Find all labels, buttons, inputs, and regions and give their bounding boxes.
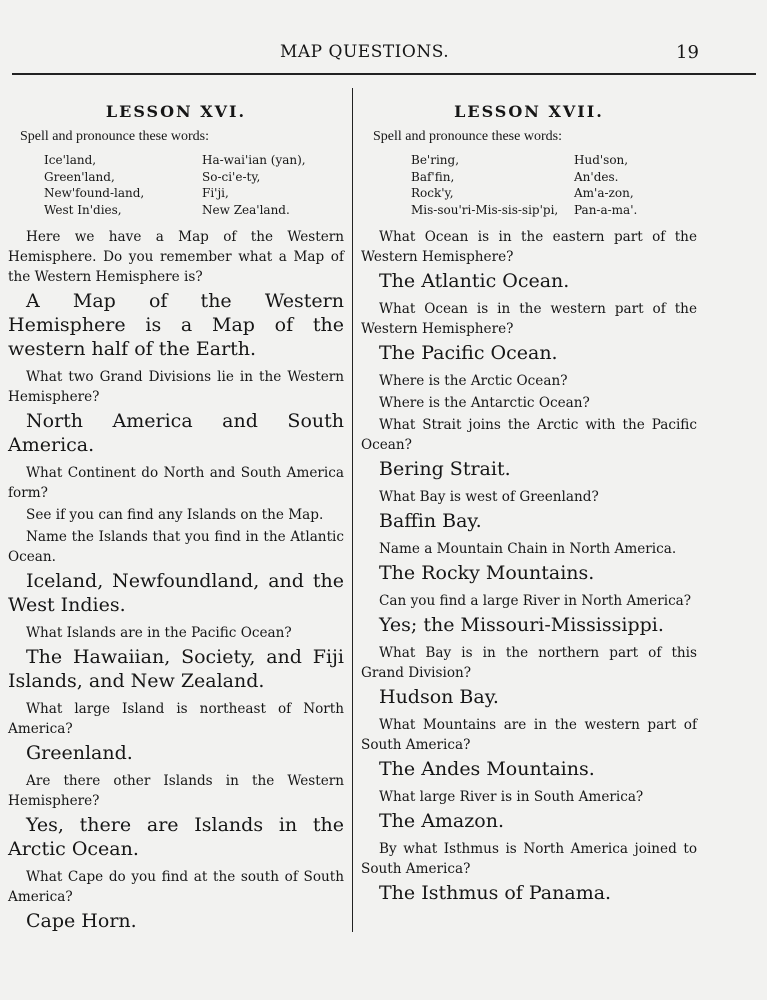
question: By what Isthmus is North America joined to South America? [361,841,697,877]
lesson-title: LESSON XVI. [105,102,247,121]
answer: The Atlantic Ocean. [379,270,570,292]
question: Here we have a Map of the Western Hemisphere. Do you remember what a Map of the Western Hemisphere is? [8,229,344,285]
header-rule [12,73,756,75]
word: Rock'y, [411,186,454,200]
answer: Yes; the Missouri-Mississippi. [379,614,664,636]
answer: The Amazon. [379,810,504,832]
answer: Baffin Bay. [379,510,482,532]
question: Are there other Islands in the Western Hemisphere? [8,773,344,809]
word: An'des. [574,169,619,184]
word-list [8,152,344,218]
word: Ha-wai'ian (yan), [202,153,306,167]
answer: The Isthmus of Panama. [379,882,612,904]
question-answer-list [8,227,344,933]
lesson-title: LESSON XVII. [454,102,604,121]
question: What Islands are in the Pacific Ocean? [26,625,292,641]
word: New'found-land, [44,186,145,200]
question: What two Grand Divisions lie in the Western Hemisphere? [8,369,344,405]
question: What Ocean is in the eastern part of the Western Hemisphere? [361,229,697,265]
word: Be'ring, [411,153,460,167]
answer: The Pacific Ocean. [379,342,558,364]
column-divider [352,88,353,932]
question: What Ocean is in the western part of the Western Hemisphere? [361,301,697,337]
word: Am'a-zon, [574,186,634,200]
answer: Yes, there are Islands in the Arctic Ocean. [8,814,344,860]
word: West In'dies, [44,202,122,217]
word: Mis-sou'ri-Mis-sis-sip'pi, [411,202,559,217]
page-number: 19 [676,42,699,63]
word-list [361,152,697,218]
question: What Bay is in the northern part of this Grand Division? [361,645,697,681]
question: What Strait joins the Arctic with the Pacific Ocean? [361,417,697,453]
answer: Iceland, Newfoundland, and the West Indies. [8,570,344,616]
lesson-xvii-column [361,102,697,911]
question: Can you find a large River in North America? [379,593,692,609]
answer: The Rocky Mountains. [379,562,595,584]
question: What Continent do North and South America form? [8,465,344,501]
question: Where is the Arctic Ocean? [379,373,568,389]
question: Where is the Antarctic Ocean? [379,395,590,411]
page-header [0,42,767,72]
question: What Bay is west of Greenland? [379,489,599,505]
question-answer-list [361,227,697,905]
word: Fi'ji, [202,186,229,200]
question: What large River is in South America? [379,789,644,805]
word: So-ci'e-ty, [202,169,261,184]
word: Green'land, [44,169,115,184]
answer: Bering Strait. [379,458,511,480]
question: Name a Mountain Chain in North America. [379,541,677,557]
question: What large Island is northeast of North America? [8,701,344,737]
question: Name the Islands that you find in the Atlantic Ocean. [8,529,344,565]
answer: A Map of the Western Hemisphere is a Map of the western half of the Earth. [8,290,344,360]
word: New Zea'land. [202,202,290,217]
question: What Cape do you find at the south of South America? [8,869,344,905]
answer: Cape Horn. [26,910,137,932]
answer: Greenland. [26,742,133,764]
question: See if you can find any Islands on the Map. [26,507,324,523]
running-head: MAP QUESTIONS. [280,42,450,62]
question: What Mountains are in the western part of South America? [361,717,697,753]
answer: The Andes Mountains. [379,758,595,780]
spelling-instruction: Spell and pronounce these words: [20,129,209,144]
word: Ice'land, [44,153,97,167]
word: Baf'fin, [411,169,455,184]
lesson-xvi-column [8,102,344,939]
word: Pan-a-ma'. [574,202,638,217]
answer: Hudson Bay. [379,686,499,708]
spelling-instruction: Spell and pronounce these words: [373,129,562,144]
answer: The Hawaiian, Society, and Fiji Islands, and New Zealand. [8,646,344,692]
answer: North America and South America. [8,410,344,456]
word: Hud'son, [574,153,629,167]
